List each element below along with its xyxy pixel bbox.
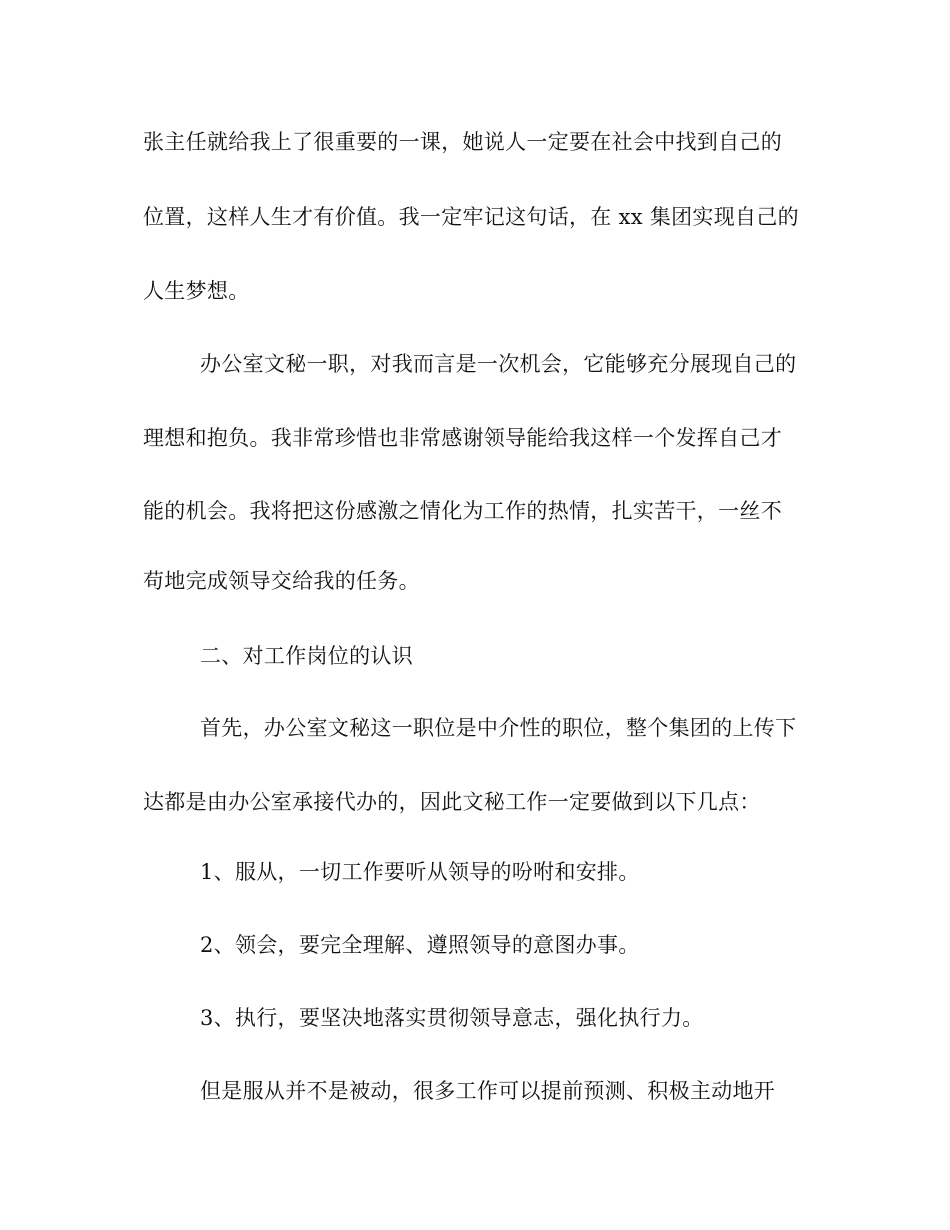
list-item: 2、领会，要完全理解、遵照领导的意图办事。 (200, 933, 640, 957)
section-heading: 二、对工作岗位的认识 (200, 644, 413, 668)
paragraph-line: 能的机会。我将把这份感激之情化为工作的热情，扎实苦干，一丝不 (143, 499, 782, 523)
paragraph-line: 苟地完成领导交给我的任务。 (143, 569, 420, 593)
paragraph-line: 达都是由办公室承接代办的，因此文秘工作一定要做到以下几点： (143, 790, 761, 814)
list-item: 3、执行，要坚决地落实贯彻领导意志，强化执行力。 (200, 1006, 704, 1030)
paragraph-line: 张主任就给我上了很重要的一课，她说人一定要在社会中找到自己的 (143, 130, 782, 154)
paragraph-line: 理想和抱负。我非常珍惜也非常感谢领导能给我这样一个发挥自己才 (143, 426, 782, 450)
paragraph-line: 但是服从并不是被动，很多工作可以提前预测、积极主动地开 (200, 1079, 776, 1103)
paragraph-line: 办公室文秘一职，对我而言是一次机会，它能够充分展现自己的 (200, 352, 797, 376)
paragraph-line: 人生梦想。 (143, 279, 250, 303)
paragraph-line: 位置，这样人生才有价值。我一定牢记这句话，在 xx 集团实现自己的 (143, 205, 799, 229)
list-item: 1、服从，一切工作要听从领导的吩咐和安排。 (200, 860, 640, 884)
paragraph-line: 首先，办公室文秘这一职位是中介性的职位，整个集团的上传下 (200, 716, 797, 740)
